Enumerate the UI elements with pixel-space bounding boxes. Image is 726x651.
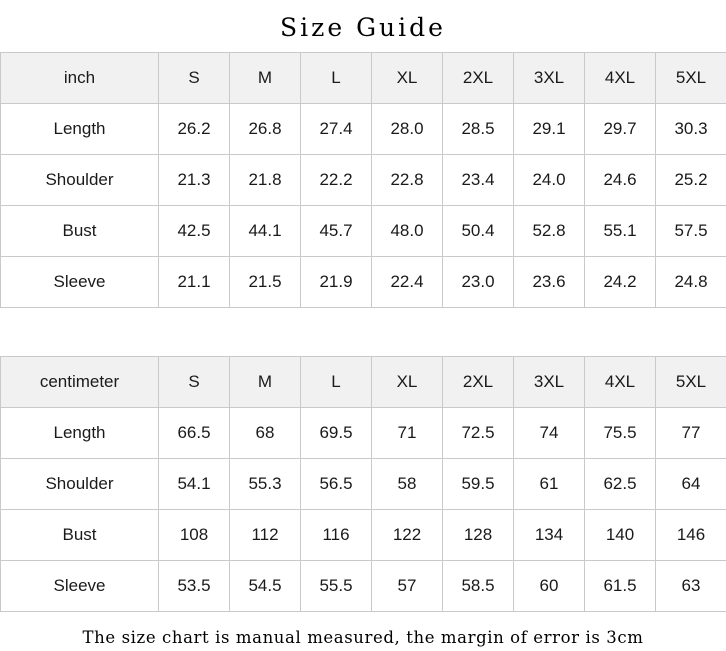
measure-label-length: Length	[1, 104, 159, 155]
size-header-4xl: 4XL	[585, 357, 656, 408]
cell-value: 63	[656, 561, 726, 612]
cell-value: 58	[372, 459, 443, 510]
table-row	[1, 257, 726, 308]
size-table-inch	[0, 52, 726, 308]
table-row	[1, 408, 726, 459]
size-header-2xl: 2XL	[443, 357, 514, 408]
cell-value: 44.1	[230, 206, 301, 257]
cell-value: 112	[230, 510, 301, 561]
cell-value: 26.2	[159, 104, 230, 155]
cell-value: 27.4	[301, 104, 372, 155]
cell-value: 77	[656, 408, 726, 459]
size-header-m: M	[230, 357, 301, 408]
size-header-3xl: 3XL	[514, 53, 585, 104]
cell-value: 64	[656, 459, 726, 510]
cell-value: 55.5	[301, 561, 372, 612]
cell-value: 146	[656, 510, 726, 561]
measure-label-bust: Bust	[1, 206, 159, 257]
cell-value: 26.8	[230, 104, 301, 155]
size-header-5xl: 5XL	[656, 357, 726, 408]
size-table-centimeter	[0, 356, 726, 612]
measure-label-sleeve: Sleeve	[1, 561, 159, 612]
table-row	[1, 459, 726, 510]
cell-value: 28.0	[372, 104, 443, 155]
size-header-2xl: 2XL	[443, 53, 514, 104]
cell-value: 24.6	[585, 155, 656, 206]
cell-value: 61.5	[585, 561, 656, 612]
table-row	[1, 561, 726, 612]
size-header-s: S	[159, 357, 230, 408]
table-divider	[0, 308, 726, 356]
cell-value: 59.5	[443, 459, 514, 510]
cell-value: 22.8	[372, 155, 443, 206]
cell-value: 28.5	[443, 104, 514, 155]
cell-value: 24.8	[656, 257, 726, 308]
cell-value: 62.5	[585, 459, 656, 510]
size-header-s: S	[159, 53, 230, 104]
cell-value: 48.0	[372, 206, 443, 257]
measure-label-bust: Bust	[1, 510, 159, 561]
cell-value: 25.2	[656, 155, 726, 206]
size-header-5xl: 5XL	[656, 53, 726, 104]
table-row	[1, 155, 726, 206]
cell-value: 52.8	[514, 206, 585, 257]
cell-value: 72.5	[443, 408, 514, 459]
table-row	[1, 104, 726, 155]
cell-value: 23.4	[443, 155, 514, 206]
cell-value: 29.1	[514, 104, 585, 155]
cell-value: 134	[514, 510, 585, 561]
cell-value: 22.4	[372, 257, 443, 308]
page-title: Size Guide	[280, 13, 446, 42]
size-header-l: L	[301, 53, 372, 104]
cell-value: 54.1	[159, 459, 230, 510]
unit-label-centimeter: centimeter	[1, 357, 159, 408]
table-row	[1, 206, 726, 257]
cell-value: 22.2	[301, 155, 372, 206]
cell-value: 57.5	[656, 206, 726, 257]
cell-value: 21.9	[301, 257, 372, 308]
cell-value: 75.5	[585, 408, 656, 459]
cell-value: 24.2	[585, 257, 656, 308]
measurement-disclaimer: The size chart is manual measured, the margin of error is 3cm	[82, 628, 644, 647]
cell-value: 21.8	[230, 155, 301, 206]
cell-value: 21.3	[159, 155, 230, 206]
cell-value: 54.5	[230, 561, 301, 612]
cell-value: 140	[585, 510, 656, 561]
cell-value: 50.4	[443, 206, 514, 257]
cell-value: 21.5	[230, 257, 301, 308]
size-header-l: L	[301, 357, 372, 408]
cell-value: 23.6	[514, 257, 585, 308]
unit-label-inch: inch	[1, 53, 159, 104]
cell-value: 55.1	[585, 206, 656, 257]
size-header-xl: XL	[372, 357, 443, 408]
measure-label-sleeve: Sleeve	[1, 257, 159, 308]
cell-value: 128	[443, 510, 514, 561]
cell-value: 45.7	[301, 206, 372, 257]
size-header-3xl: 3XL	[514, 357, 585, 408]
cell-value: 66.5	[159, 408, 230, 459]
measure-label-length: Length	[1, 408, 159, 459]
size-header-m: M	[230, 53, 301, 104]
cell-value: 122	[372, 510, 443, 561]
cell-value: 68	[230, 408, 301, 459]
cell-value: 55.3	[230, 459, 301, 510]
cell-value: 116	[301, 510, 372, 561]
table-header-row	[1, 357, 726, 408]
measure-label-shoulder: Shoulder	[1, 155, 159, 206]
cell-value: 42.5	[159, 206, 230, 257]
cell-value: 53.5	[159, 561, 230, 612]
cell-value: 71	[372, 408, 443, 459]
cell-value: 29.7	[585, 104, 656, 155]
table-row	[1, 510, 726, 561]
cell-value: 24.0	[514, 155, 585, 206]
cell-value: 60	[514, 561, 585, 612]
cell-value: 23.0	[443, 257, 514, 308]
cell-value: 57	[372, 561, 443, 612]
cell-value: 69.5	[301, 408, 372, 459]
cell-value: 58.5	[443, 561, 514, 612]
cell-value: 56.5	[301, 459, 372, 510]
size-header-xl: XL	[372, 53, 443, 104]
cell-value: 74	[514, 408, 585, 459]
cell-value: 21.1	[159, 257, 230, 308]
size-header-4xl: 4XL	[585, 53, 656, 104]
table-header-row	[1, 53, 726, 104]
cell-value: 30.3	[656, 104, 726, 155]
cell-value: 61	[514, 459, 585, 510]
cell-value: 108	[159, 510, 230, 561]
measure-label-shoulder: Shoulder	[1, 459, 159, 510]
